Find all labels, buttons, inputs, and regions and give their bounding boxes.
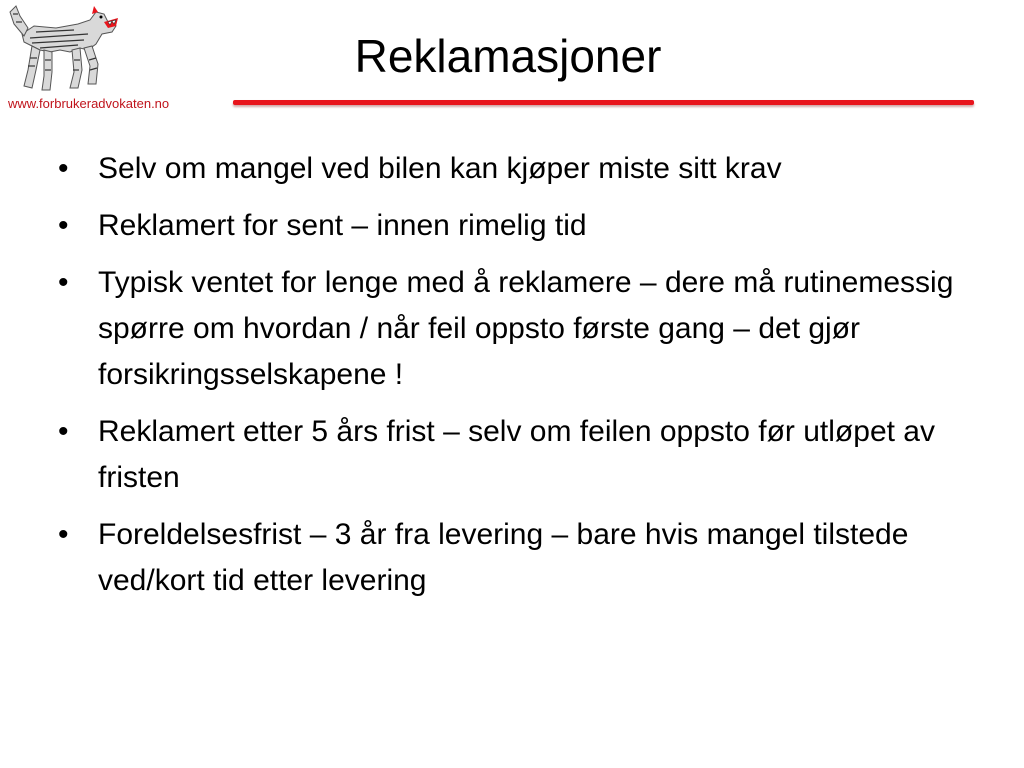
bullet-text: Reklamert etter 5 års frist – selv om feilen oppsto før utløpet av fristen bbox=[98, 415, 935, 494]
bullet-dot-icon: • bbox=[58, 266, 69, 299]
bullet-text: Typisk ventet for lenge med å reklamere – dere må rutinemessig spørre om hvordan / når feil oppsto første gang – det gjør forsikringsselskapene ! bbox=[98, 266, 954, 391]
website-url[interactable]: www.forbrukeradvokaten.no bbox=[8, 96, 170, 111]
bullet-item bbox=[58, 260, 958, 398]
bullet-dot-icon: • bbox=[58, 209, 69, 242]
bullet-dot-icon: • bbox=[58, 518, 69, 551]
bullet-item bbox=[58, 146, 958, 192]
bullet-item bbox=[58, 409, 958, 501]
header-divider bbox=[233, 100, 974, 105]
bullet-text: Reklamert for sent – innen rimelig tid bbox=[98, 209, 587, 242]
bullet-item bbox=[58, 203, 958, 249]
bullet-item bbox=[58, 512, 958, 604]
bullet-dot-icon: • bbox=[58, 415, 69, 448]
bullet-text: Foreldelsesfrist – 3 år fra levering – bare hvis mangel tilstede ved/kort tid etter levering bbox=[98, 518, 909, 597]
bullet-text: Selv om mangel ved bilen kan kjøper miste sitt krav bbox=[98, 152, 782, 185]
bullet-dot-icon: • bbox=[58, 152, 69, 185]
bullet-list bbox=[58, 146, 958, 615]
slide-title: Reklamasjoner bbox=[354, 30, 662, 82]
